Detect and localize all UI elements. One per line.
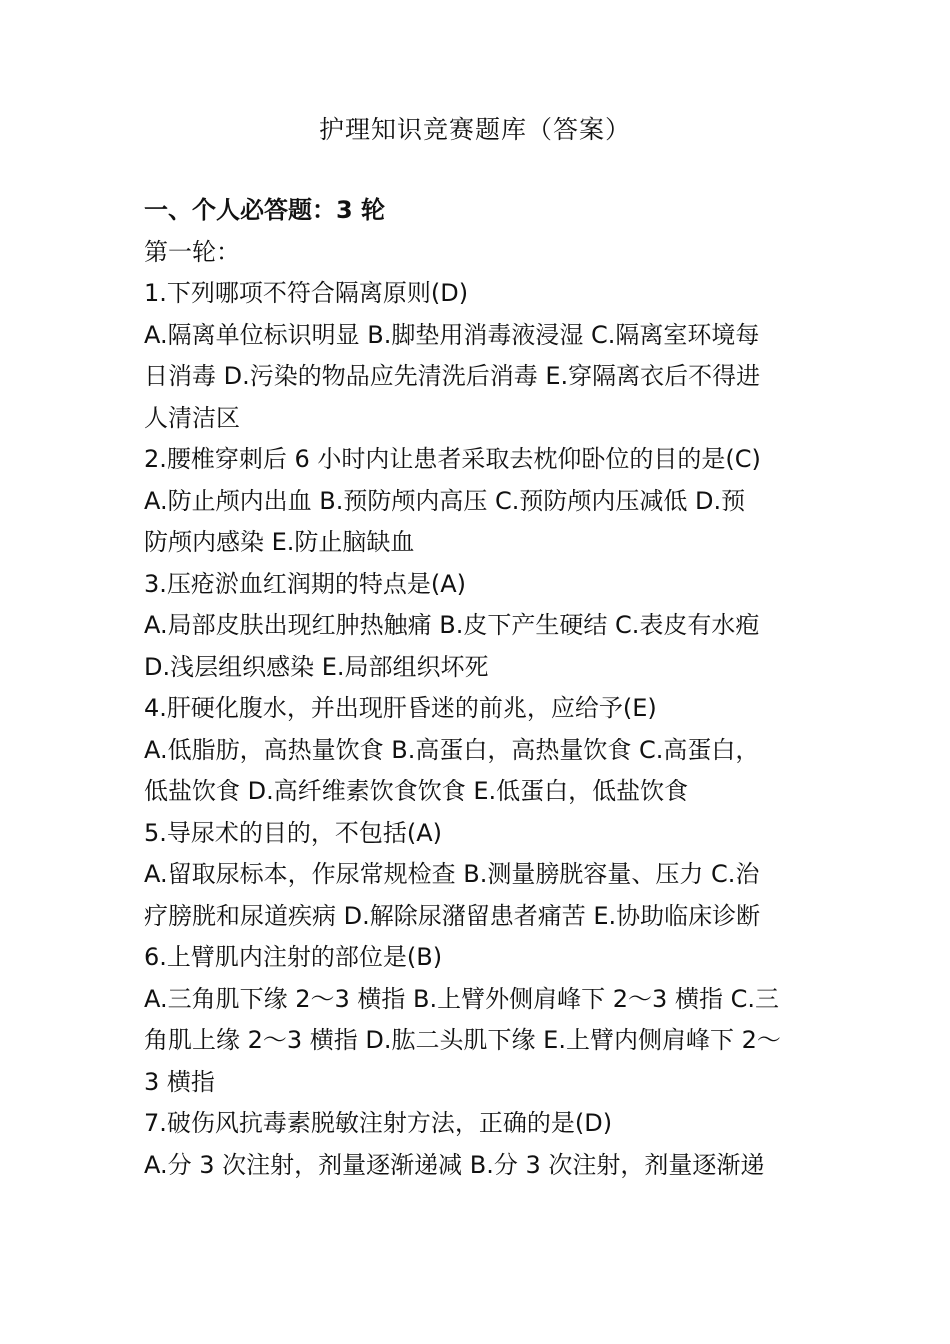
question-line: 4.肝硬化腹水，并出现肝昏迷的前兆，应给予(E) xyxy=(144,694,657,722)
options-line: A.防止颅内出血 B.预防颅内高压 C.预防颅内压减低 D.预 xyxy=(144,486,746,515)
options-line: 低盐饮食 D.高纤维素饮食饮食 E.低蛋白，低盐饮食 xyxy=(144,777,689,805)
document-title: 护理知识竞赛题库（答案） xyxy=(318,115,631,144)
options-line: A.局部皮肤出现红肿热触痛 B.皮下产生硬结 C.表皮有水疱 xyxy=(144,611,760,639)
options-line: 疗膀胱和尿道疾病 D.解除尿潴留患者痛苦 E.协助临床诊断 xyxy=(144,901,761,930)
options-line: 人清洁区 xyxy=(144,403,240,432)
options-line: A.三角肌下缘 2～3 横指 B.上臂外侧肩峰下 2～3 横指 C.三 xyxy=(144,984,779,1013)
question-line: 3.压疮淤血红润期的特点是(A) xyxy=(144,569,467,598)
options-line: A.留取尿标本，作尿常规检查 B.测量膀胱容量、压力 C.治 xyxy=(144,860,760,888)
options-line: D.浅层组织感染 E.局部组织坏死 xyxy=(144,652,489,681)
options-line: 角肌上缘 2～3 横指 D.肱二头肌下缘 E.上臂内侧肩峰下 2～ xyxy=(144,1026,781,1054)
document-body xyxy=(144,190,809,1186)
options-line: A.隔离单位标识明显 B.脚垫用消毒液浸湿 C.隔离室环境每 xyxy=(144,320,760,349)
question-line: 5.导尿术的目的，不包括(A) xyxy=(144,818,443,847)
question-line: 7.破伤风抗毒素脱敏注射方法，正确的是(D) xyxy=(144,1109,613,1137)
question-line: 2.腰椎穿刺后 6 小时内让患者采取去枕仰卧位的目的是(C) xyxy=(144,445,761,473)
options-line: A.分 3 次注射，剂量逐渐递减 B.分 3 次注射，剂量逐渐递 xyxy=(144,1150,765,1179)
question-line: 1.下列哪项不符合隔离原则(D) xyxy=(144,279,469,307)
options-line: 日消毒 D.污染的物品应先清洗后消毒 E.穿隔离衣后不得进 xyxy=(144,362,761,390)
options-line: 防颅内感染 E.防止脑缺血 xyxy=(144,528,415,556)
options-line: 3 横指 xyxy=(144,1067,215,1096)
options-line: A.低脂肪，高热量饮食 B.高蛋白，高热量饮食 C.高蛋白， xyxy=(144,735,760,764)
question-line: 6.上臂肌内注射的部位是(B) xyxy=(144,943,443,971)
round-label: 第一轮： xyxy=(144,237,240,266)
section-heading: 一、个人必答题：3 轮 xyxy=(144,196,386,224)
